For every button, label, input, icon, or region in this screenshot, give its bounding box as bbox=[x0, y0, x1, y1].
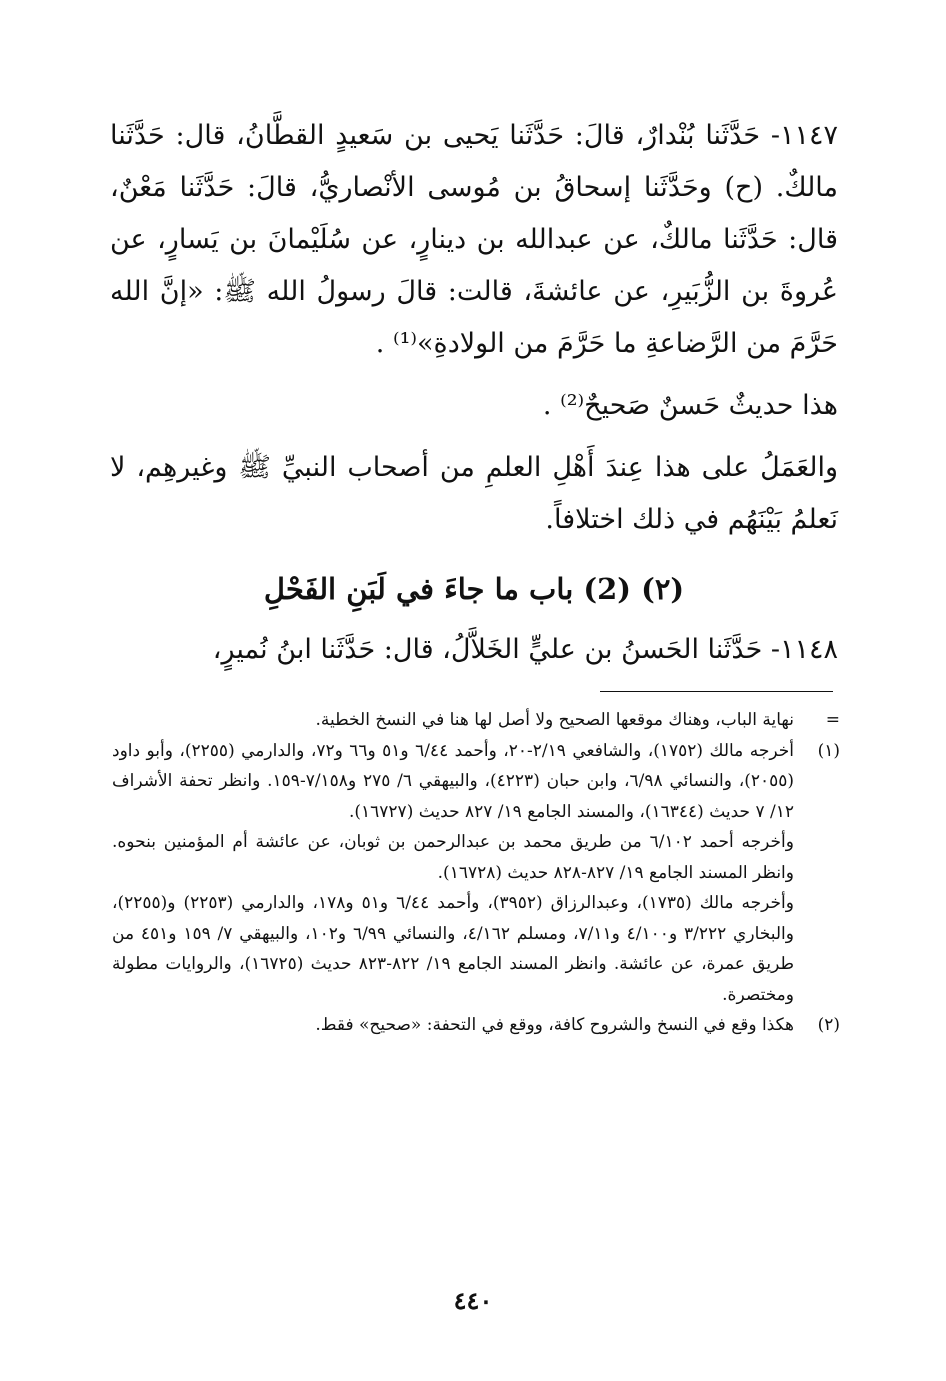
hadith-1147: ١١٤٧- حَدَّثَنا بُنْدارٌ، قالَ: حَدَّثَنا يَحيى بن سَعيدٍ القطَّانُ، قال: حَدَّثَنا مالكٌ. (ح) وحَدَّثَنا إسحاقُ بن مُوسى الأنْصاريُّ، قالَ: حَدَّثَنا مَعْنٌ، قال: حَدَّثَنا مالكٌ، عن عبدالله بن دينارٍ، عن سُلَيْمانَ بن يَسارٍ، عن عُروةَ بن الزُّبَيرِ، عن عائشةَ، قالت: قالَ رسولُ الله ﷺ: «إنَّ الله حَرَّمَ من الرَّضاعةِ ما حَرَّمَ من الولادةِ»⁽¹⁾ . bbox=[110, 120, 838, 359]
footnote-paragraph: أخرجه مالك (١٧٥٢)، والشافعي ٢/١٩-٢٠، وأحمد ٦/٤٤ و٥١ و٦٦ و٧٢، والدارمي (٢٢٥٥)، وأبو داود (٢٠٥٥)، والنسائي ٦/٩٨، وابن حبان (٤٢٢٣)، والبيهقي ٦/ ٢٧٥ و٧/١٥٨-١٥٩. وانظر تحفة الأشراف ١٢/ ٧ حديث (١٦٣٤٤)، والمسند الجامع ١٩/ ٨٢٧ حديث (١٦٧٢٧). bbox=[112, 740, 794, 822]
hadith-grading: هذا حديثٌ حَسنٌ صَحيحٌ⁽²⁾ . bbox=[542, 390, 838, 421]
footnote-paragraph: وأخرجه أحمد ٦/١٠٢ من طريق محمد بن عبدالرحمن بن ثوبان، عن عائشة أم المؤمنين بنحوه. وانظر المسند الجامع ١٩/ ٨٢٧-٨٢٨ حديث (١٦٧٢٨). bbox=[112, 832, 794, 883]
footnote-paragraph: نهاية الباب، وهناك موقعها الصحيح ولا أصل لها هنا في النسخ الخطية. bbox=[315, 710, 794, 730]
footnote-paragraph: هكذا وقع في النسخ والشروح كافة، ووقع في التحفة: «صحيح» فقط. bbox=[315, 1015, 794, 1035]
footnote-paragraph: وأخرجه مالك (١٧٣٥)، وعبدالرزاق (٣٩٥٢)، وأحمد ٦/٤٤ و٥١ و١٧٨، والدارمي (٢٢٥٣) و(٢٢٥٥)، والبخاري ٣/٢٢٢ و٤/١٠٠ و٧/١١، ومسلم ٤/١٦٢، والنسائي ٦/٩٩ و١٠٢، والبيهقي ٧/ ١٥٩ و٤٥١ من طريق عمرة، عن عائشة. وانظر المسند الجامع ١٩/ ٨٢٢-٨٢٣ حديث (١٦٧٢٥)، والروايات مطولة ومختصرة. bbox=[112, 893, 794, 1005]
footnote-continuation bbox=[112, 705, 840, 736]
footnotes bbox=[112, 705, 840, 1041]
page-number: ٤٤٠ bbox=[453, 1286, 493, 1315]
chapter-heading: (٢) (2) باب ما جاءَ في لَبَنِ الفَحْلِ bbox=[263, 572, 685, 606]
footnote-2 bbox=[112, 1010, 840, 1041]
footnote-mark: (٢) bbox=[817, 1015, 840, 1035]
footnote-mark: (١) bbox=[817, 740, 840, 761]
footnote-mark: = bbox=[825, 710, 840, 730]
footnote-1 bbox=[112, 736, 840, 1011]
hadith-1148: ١١٤٨- حَدَّثَنا الحَسنُ بن عليٍّ الخَلاَّلُ، قال: حَدَّثَنا ابنُ نُميرٍ، bbox=[212, 634, 838, 665]
footnote-separator bbox=[600, 691, 833, 692]
main-text bbox=[110, 110, 838, 676]
scholarly-practice: والعَمَلُ على هذا عِندَ أَهْلِ العلمِ من أصحاب النبيِّ ﷺ وغيرهِم، لا نَعلمُ بَيْنَهُم في ذلك اختلافاً. bbox=[110, 452, 838, 535]
